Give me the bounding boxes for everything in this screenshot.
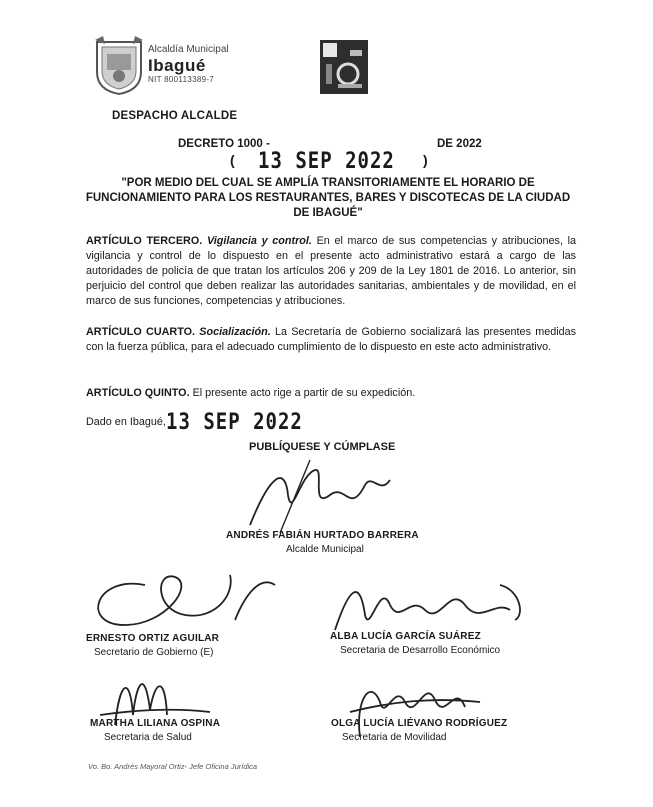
article-fifth <box>86 386 576 401</box>
decree-label: DECRETO 1000 - <box>178 138 270 150</box>
open-paren: ( <box>230 152 235 168</box>
signatory-3-role: Secretaria de Salud <box>104 732 192 743</box>
article-heading: ARTÍCULO TERCERO. <box>86 235 203 247</box>
decree-date-stamp: 13 SEP 2022 <box>258 148 395 174</box>
org-nit: NIT 800113389-7 <box>148 75 215 85</box>
article-heading: ARTÍCULO QUINTO. <box>86 387 190 399</box>
article-body: El presente acto rige a partir de su expedición. <box>192 387 416 399</box>
signatory-3-name: MARTHA LILIANA OSPINA <box>90 718 221 729</box>
article-body: La Secretaría de Gobierno socializará las presentes medidas con la fuerza pública, para el adecuado cumplimiento de lo dispuesto en este acto administrativo. <box>86 326 577 353</box>
article-subtitle: Socialización. <box>199 326 271 338</box>
signatory-1-role: Secretario de Gobierno (E) <box>94 647 214 658</box>
qr-code-image <box>320 40 368 94</box>
mayor-signature <box>240 455 400 535</box>
decree-year: DE 2022 <box>437 138 482 150</box>
approval-note: Vo. Bo. Andrés Mayoral Ortiz- Jefe Oficina Jurídica <box>88 762 258 771</box>
signature-gobierno <box>85 565 285 635</box>
given-date-stamp: 13 SEP 2022 <box>166 409 303 435</box>
signatory-1-name: ERNESTO ORTIZ AGUILAR <box>86 633 220 644</box>
article-heading: ARTÍCULO CUARTO. <box>86 326 196 338</box>
signatory-4-name: OLGA LUCÍA LIÉVANO RODRÍGUEZ <box>331 718 508 729</box>
signature-desarrollo <box>330 575 530 635</box>
title-line-2: FUNCIONAMIENTO PARA LOS RESTAURANTES, BARES Y DISCOTECAS DE LA CIUDAD <box>85 192 571 204</box>
office-heading: DESPACHO ALCALDE <box>112 110 238 122</box>
signatory-2-name: ALBA LUCÍA GARCÍA SUÁREZ <box>330 631 481 642</box>
decree-title <box>78 176 578 221</box>
org-name-line2: Ibagué <box>148 55 206 75</box>
close-paren: ) <box>423 152 428 168</box>
article-body: En el marco de sus competencias y atribuciones, la vigilancia y control de lo dispuesto en el presente acto administrativo estará a cargo de las autoridades de policía de que tratan los artículos 206 y 209 de la Ley 1801 de 2016. Lo anterior, sin perjuicio del control que deben realizar las autoridades sanitarias, ambientales y de movilidad, en el marco de sus funciones, competencias y atribuciones. <box>86 235 577 307</box>
given-in-label: Dado en Ibagué, <box>86 416 166 428</box>
publish-heading: PUBLÍQUESE Y CÚMPLASE <box>249 441 396 453</box>
article-third <box>86 234 576 309</box>
mayor-role: Alcalde Municipal <box>286 544 364 555</box>
mayor-name: ANDRÉS FABIÁN HURTADO BARRERA <box>226 530 419 541</box>
org-header <box>148 44 229 84</box>
title-line-1: "POR MEDIO DEL CUAL SE AMPLÍA TRANSITORIAMENTE EL HORARIO DE <box>121 177 535 189</box>
title-line-3: DE IBAGUÉ" <box>293 207 363 219</box>
signatory-4-role: Secretaria de Movilidad <box>342 732 447 743</box>
city-seal-logo <box>93 36 145 96</box>
article-fourth <box>86 325 576 355</box>
org-name-line1: Alcaldía Municipal <box>148 44 229 55</box>
signatory-2-role: Secretaria de Desarrollo Económico <box>340 645 501 656</box>
article-subtitle: Vigilancia y control. <box>206 235 312 247</box>
